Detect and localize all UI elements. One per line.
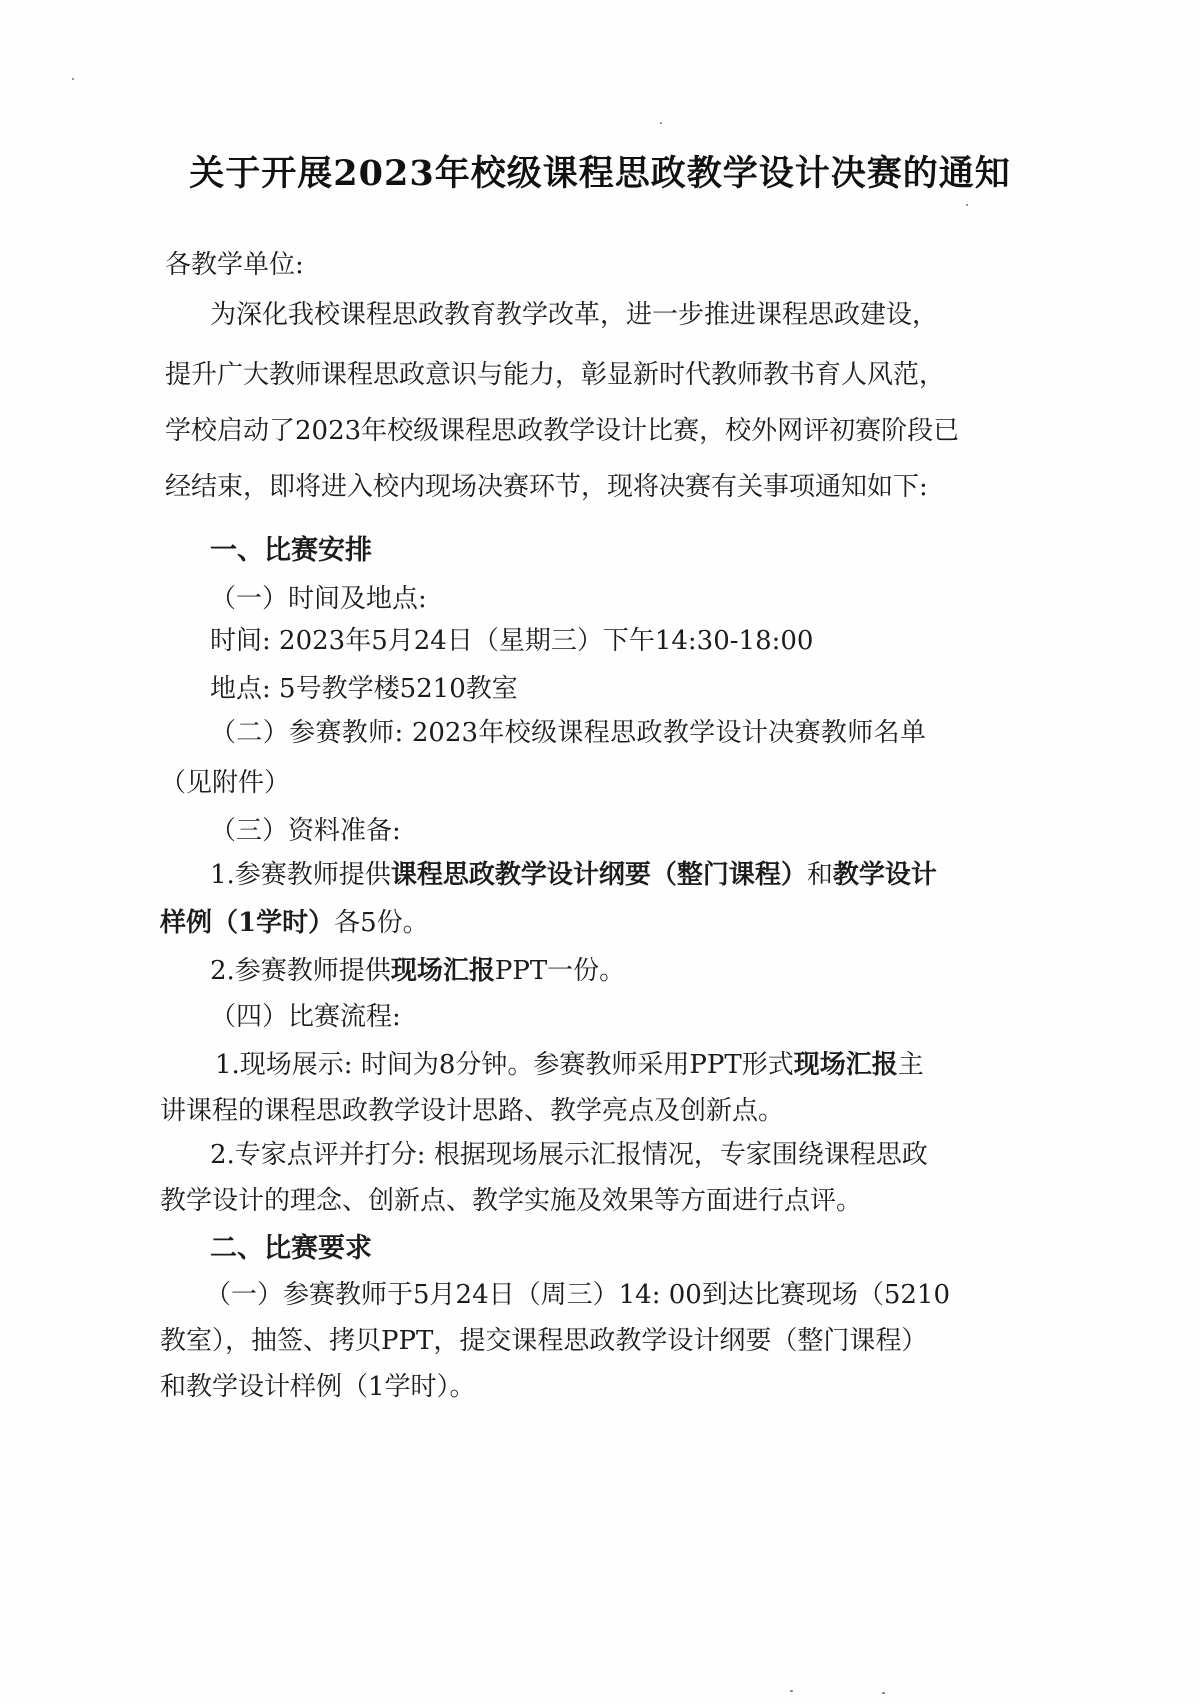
- process-heading: （四）比赛流程:: [210, 1002, 401, 1032]
- event-place: 地点: 5号教学楼5210教室: [210, 674, 518, 704]
- event-time: 时间: 2023年5月24日（星期三）下午14:30-18:00: [210, 626, 814, 656]
- materials-item-1-line-2: [160, 902, 429, 939]
- scan-speck: [660, 122, 662, 124]
- materials-item-1-sample: 样例（1学时）: [160, 908, 335, 938]
- intro-line-1: 为深化我校课程思政教育教学改革，进一步推进课程思政建设，: [210, 300, 939, 330]
- scan-speck: [966, 204, 968, 206]
- teachers-line-2: （见附件）: [160, 768, 291, 798]
- process-item-1-line-2: 讲课程的课程思政教学设计思路、教学亮点及创新点。: [160, 1096, 785, 1126]
- process-item-1-suffix: 主: [897, 1050, 924, 1080]
- materials-item-1-conjunction: 和: [806, 860, 833, 890]
- scan-speck: [882, 1692, 885, 1694]
- materials-item-1-outline: 课程思政教学设计纲要（整门课程）: [390, 860, 807, 890]
- process-item-2-line-2: 教学设计的理念、创新点、教学实施及效果等方面进行点评。: [160, 1186, 863, 1216]
- materials-item-1-line-1: [210, 854, 937, 891]
- process-item-2-line-1: 2.专家点评并打分: 根据现场展示汇报情况，专家围绕课程思政: [210, 1140, 928, 1170]
- materials-item-2-report: 现场汇报: [390, 956, 495, 986]
- page-title: 关于开展2023年校级课程思政教学设计决赛的通知: [189, 153, 1011, 194]
- section-2-heading: 二、比赛要求: [210, 1233, 372, 1264]
- intro-line-3: 学校启动了2023年校级课程思政教学设计比赛，校外网评初赛阶段已: [165, 416, 960, 446]
- materials-item-1-design: 教学设计: [832, 860, 937, 890]
- intro-line-2: 提升广大教师课程思政意识与能力，彰显新时代教师教书育人风范，: [165, 360, 946, 390]
- process-item-1-line-1: [215, 1044, 924, 1081]
- process-item-1-report: 现场汇报: [793, 1050, 898, 1080]
- materials-heading: （三）资料准备:: [210, 816, 401, 846]
- requirement-1-line-1: （一）参赛教师于5月24日（周三）14: 00到达比赛现场（5210: [205, 1280, 950, 1310]
- teachers-line-1: （二）参赛教师: 2023年校级课程思政教学设计决赛教师名单: [210, 718, 926, 748]
- materials-item-2-prefix: 2.参赛教师提供: [210, 956, 391, 986]
- time-place-heading: （一）时间及地点:: [210, 584, 427, 614]
- scan-speck: [72, 78, 74, 80]
- materials-item-1-prefix: 1.参赛教师提供: [210, 860, 391, 890]
- requirement-1-line-3: 和教学设计样例（1学时）。: [160, 1372, 476, 1402]
- materials-item-2: [210, 950, 625, 987]
- process-item-1-prefix: 1.现场展示: 时间为8分钟。参赛教师采用PPT形式: [215, 1050, 794, 1080]
- requirement-1-line-2: 教室），抽签、拷贝PPT，提交课程思政教学设计纲要（整门课程）: [160, 1326, 928, 1356]
- materials-item-2-rest: PPT一份。: [494, 956, 626, 986]
- salutation: 各教学单位:: [165, 250, 304, 280]
- section-1-heading: 一、比赛安排: [210, 535, 372, 566]
- intro-line-4: 经结束，即将进入校内现场决赛环节，现将决赛有关事项通知如下:: [165, 472, 928, 502]
- scan-speck: [790, 1690, 793, 1692]
- materials-item-1-count: 各5份。: [334, 908, 429, 938]
